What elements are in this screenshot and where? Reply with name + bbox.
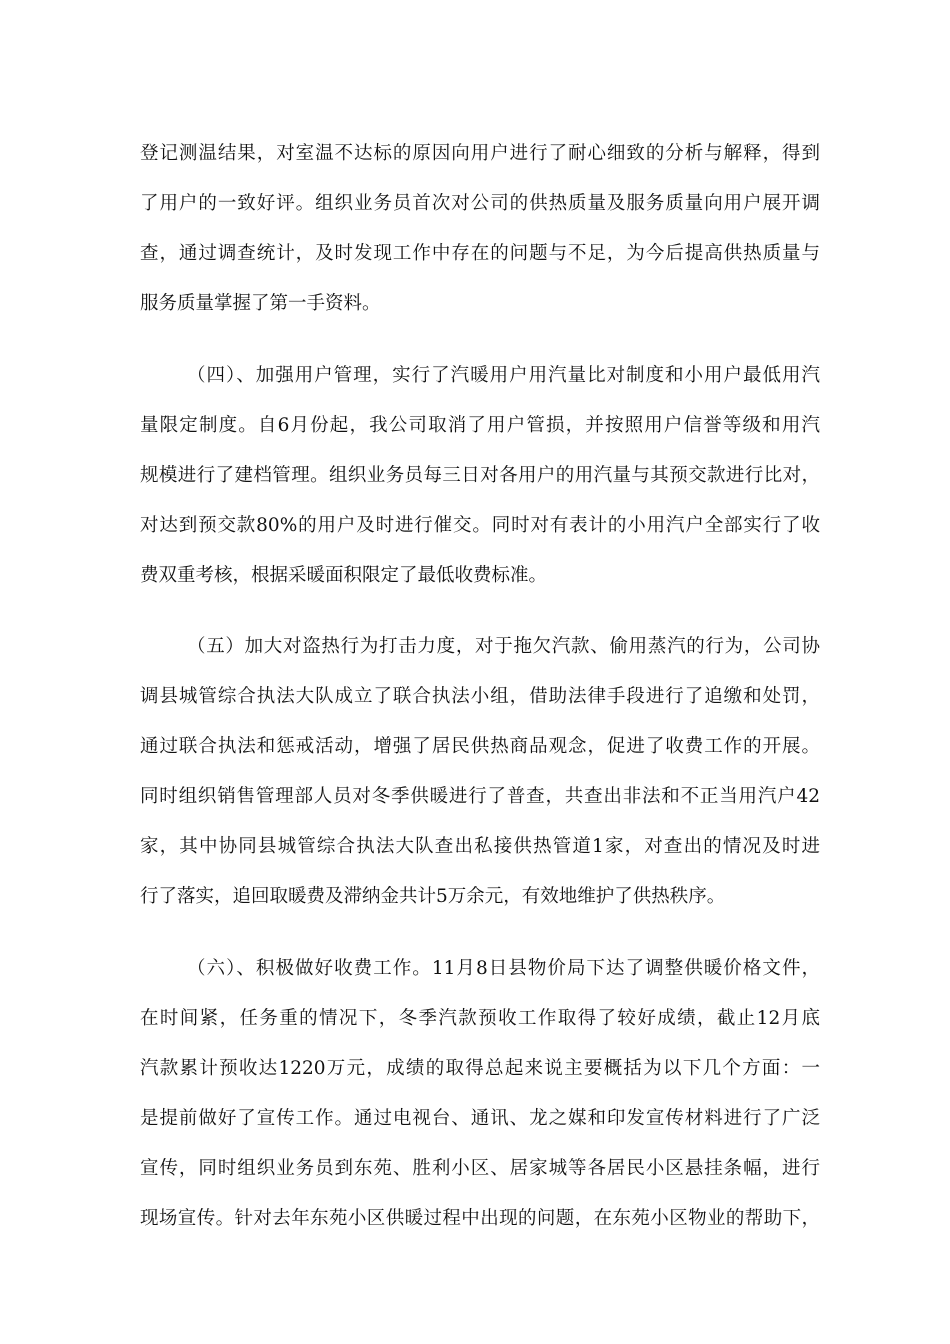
text-line: 服务质量掌握了第一手资料。 [140, 293, 381, 314]
text-line: 汽款累计预收达1220万元，成绩的取得总起来说主要概括为以下几个方面：一 [140, 1058, 820, 1079]
text-line: 同时组织销售管理部人员对冬季供暖进行了普查，共查出非法和不正当用汽户42 [140, 786, 820, 807]
text-line: 规模进行了建档管理。组织业务员每三日对各用户的用汽量与其预交款进行比对， [140, 465, 820, 486]
text-line: （四）、加强用户管理，实行了汽暖用户用汽量比对制度和小用户最低用汽 [187, 365, 820, 386]
text-line: 通过联合执法和惩戒活动，增强了居民供热商品观念，促进了收费工作的开展。 [140, 736, 820, 757]
text-line: 了用户的一致好评。组织业务员首次对公司的供热质量及服务质量向用户展开调 [140, 193, 820, 214]
text-line: 现场宣传。针对去年东苑小区供暖过程中出现的问题，在东苑小区物业的帮助下， [140, 1208, 820, 1229]
text-line: 宣传，同时组织业务员到东苑、胜利小区、居家城等各居民小区悬挂条幅，进行 [140, 1158, 820, 1179]
text-line: 量限定制度。自6月份起，我公司取消了用户管损，并按照用户信誉等级和用汽 [140, 415, 820, 436]
text-line: 调县城管综合执法大队成立了联合执法小组，借助法律手段进行了追缴和处罚， [140, 686, 820, 707]
text-line: 费双重考核，根据采暖面积限定了最低收费标准。 [140, 565, 548, 586]
text-line: （五）加大对盗热行为打击力度，对于拖欠汽款、偷用蒸汽的行为，公司协 [187, 636, 820, 657]
text-line: 登记测温结果，对室温不达标的原因向用户进行了耐心细致的分析与解释，得到 [140, 143, 820, 164]
text-line: 对达到预交款80%的用户及时进行催交。同时对有表计的小用汽户全部实行了收 [140, 515, 820, 536]
text-line: 在时间紧，任务重的情况下，冬季汽款预收工作取得了较好成绩，截止12月底 [140, 1008, 820, 1029]
text-line: 行了落实，追回取暖费及滞纳金共计5万余元，有效地维护了供热秩序。 [140, 886, 726, 907]
text-line: 是提前做好了宣传工作。通过电视台、通讯、龙之媒和印发宣传材料进行了广泛 [140, 1108, 820, 1129]
text-line: 查，通过调查统计，及时发现工作中存在的问题与不足，为今后提高供热质量与 [140, 243, 820, 264]
text-line: 家，其中协同县城管综合执法大队查出私接供热管道1家，对查出的情况及时进 [140, 836, 820, 857]
text-line: （六）、积极做好收费工作。11月8日县物价局下达了调整供暖价格文件， [187, 958, 820, 979]
